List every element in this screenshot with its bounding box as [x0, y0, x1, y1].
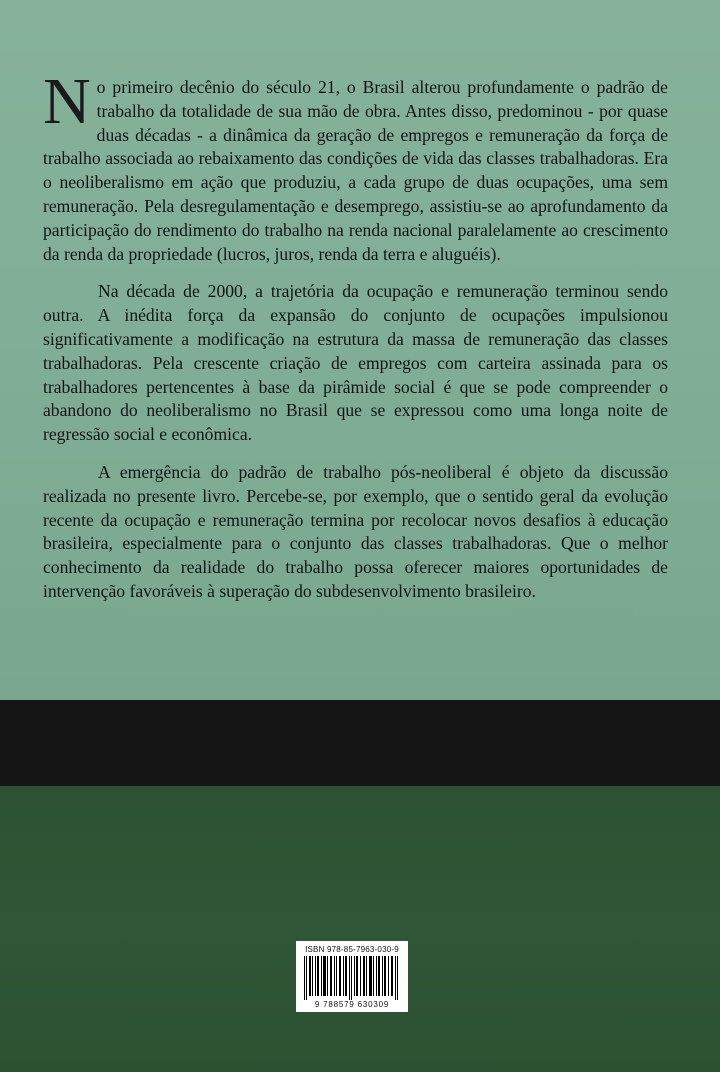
barcode-digits: 9 788579 630309 — [314, 1000, 390, 1009]
paragraph-1 — [43, 65, 668, 266]
isbn-barcode-box — [296, 941, 408, 1012]
dropcap-letter: N — [43, 65, 91, 138]
back-cover-text — [43, 65, 668, 618]
cover-black-band — [0, 700, 720, 786]
paragraph-1-text: o primeiro decênio do século 21, o Brasil alterou profundamente o padrão de trabalho da totalidade de sua mão de obra. Antes disso, predominou - por quase duas décadas - a dinâmica da geração de empregos e remuneração da força de trabalho associada ao rebaixamento das condições de vida das classes trabalhadoras. Era o neoliberalismo em ação que produziu, a cada grupo de duas ocupações, uma sem remuneração. Pela desregulamentação e desemprego, assistiu-se ao aprofundamento da participação do rendimento do trabalho na renda nacional paralelamente ao crescimento da renda da propriedade (lucros, juros, renda da terra e aluguéis). — [43, 77, 668, 264]
isbn-label: ISBN 978-85-7963-030-9 — [305, 945, 399, 954]
barcode-icon — [304, 956, 400, 1000]
paragraph-3: A emergência do padrão de trabalho pós-neoliberal é objeto da discussão realizada no presente livro. Percebe-se, por exemplo, que o sentido geral da evolução recente da ocupação e remuneração termina por recolocar novos desafios à educação brasileira, especialmente para o conjunto das classes trabalhadoras. Que o melhor conhecimento da realidade do trabalho possa oferecer maiores oportunidades de intervenção favoráveis à superação do subdesenvolvimento brasileiro. — [43, 461, 668, 601]
paragraph-2: Na década de 2000, a trajetória da ocupação e remuneração terminou sendo outra. A inédita força da expansão do conjunto de ocupações impulsionou significativamente a modificação na estrutura da massa de remuneração das classes trabalhadoras. Pela crescente criação de empregos com carteira assinada para os trabalhadores pertencentes à base da pirâmide social é que se pode compreender o abandono do neoliberalismo no Brasil que se expressou como uma longa noite de regressão social e econômica. — [43, 281, 668, 445]
cover-bottom-panel — [0, 786, 720, 1072]
